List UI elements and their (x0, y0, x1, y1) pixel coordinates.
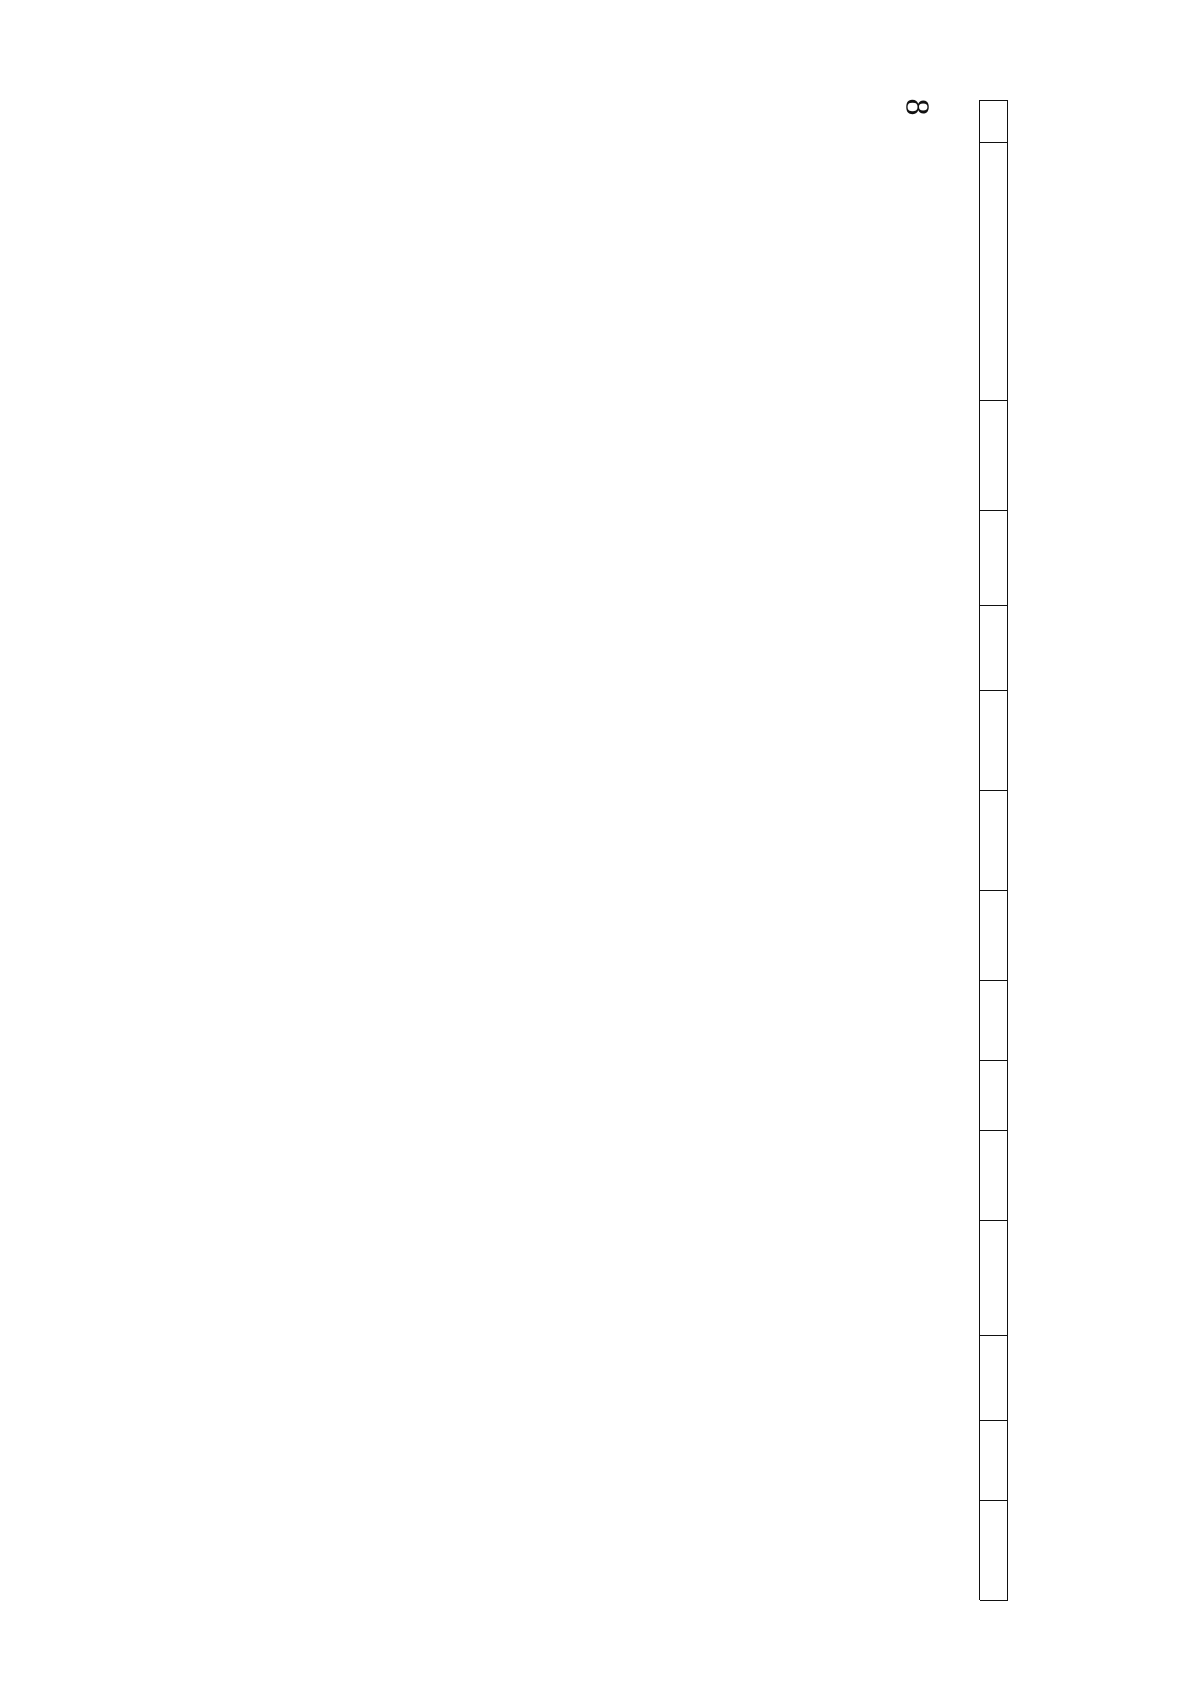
header-line-bottom (979, 100, 980, 1600)
column-tick (980, 510, 1008, 511)
column-tick (980, 1420, 1008, 1421)
column-tick (980, 142, 1008, 143)
column-tick (980, 790, 1008, 791)
column-tick (980, 1060, 1008, 1061)
column-tick (980, 980, 1008, 981)
column-tick (980, 890, 1008, 891)
column-tick (980, 1600, 1008, 1601)
page-number: 8 (898, 98, 936, 116)
column-tick (980, 400, 1008, 401)
header-line (1007, 100, 1008, 1600)
column-tick (980, 1500, 1008, 1501)
column-tick (980, 605, 1008, 606)
rotated-table (178, 100, 1008, 1600)
column-tick (980, 1335, 1008, 1336)
column-tick (980, 100, 1008, 101)
column-tick (980, 1220, 1008, 1221)
column-tick (980, 690, 1008, 691)
column-tick (980, 1130, 1008, 1131)
